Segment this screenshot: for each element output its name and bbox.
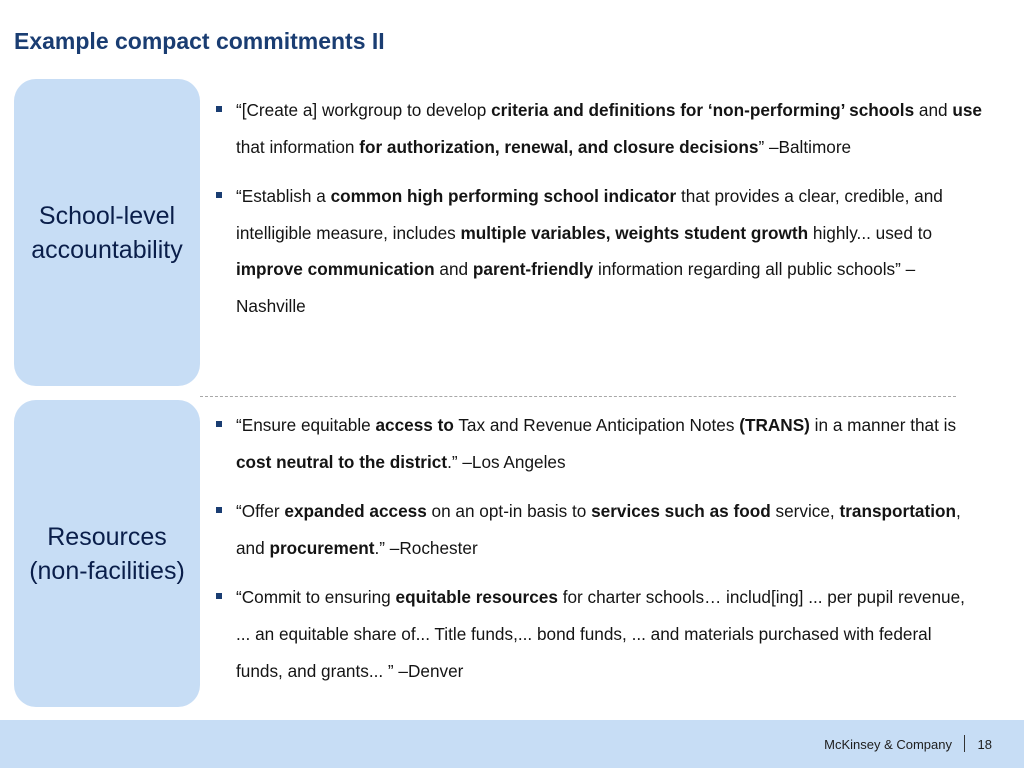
bullet-list-school-level-accountability bbox=[212, 92, 982, 338]
bullet-text bbox=[236, 415, 956, 472]
bullet-square-icon bbox=[216, 593, 222, 599]
bullet-list-resources bbox=[212, 407, 982, 702]
bullet-item bbox=[212, 92, 982, 165]
category-label-line: School-level bbox=[38, 201, 176, 230]
bullet-text-bold: multiple variables, weights student growth bbox=[460, 222, 809, 243]
bullet-text-run: and bbox=[434, 259, 473, 280]
bullet-item bbox=[212, 579, 982, 689]
bullet-item bbox=[212, 493, 982, 566]
bullet-text-run: “Establish a bbox=[236, 186, 331, 207]
category-label bbox=[29, 520, 185, 588]
bullet-text-run: “[Create a] workgroup to develop bbox=[236, 100, 492, 120]
bullet-square-icon bbox=[216, 192, 222, 198]
bullet-text bbox=[236, 587, 965, 680]
bullet-text-bold: (TRANS) bbox=[739, 415, 810, 435]
bullet-text-bold: expanded access bbox=[284, 501, 427, 522]
bullet-square-icon bbox=[216, 507, 222, 513]
page-number: 18 bbox=[977, 737, 992, 752]
bullet-text-run: that provides a clear, credible, and intelligible measure, includes bbox=[236, 186, 943, 243]
footer-separator bbox=[964, 735, 965, 752]
bullet-text-run: Tax and Revenue Anticipation Notes bbox=[453, 415, 740, 435]
category-label-line: accountability bbox=[31, 235, 183, 264]
bullet-text-run: , and bbox=[236, 501, 961, 558]
bullet-text-run: service, bbox=[770, 501, 840, 522]
bullet-text bbox=[236, 100, 982, 157]
category-box-resources bbox=[14, 400, 200, 707]
bullet-square-icon bbox=[216, 421, 222, 427]
bullet-text bbox=[236, 501, 961, 558]
bullet-item bbox=[212, 178, 982, 324]
slide-title: Example compact commitments II bbox=[14, 28, 385, 54]
bullet-text-run: “Offer bbox=[236, 501, 285, 522]
bullet-text-bold: use bbox=[952, 100, 982, 120]
bullet-text-bold: common high performing school indicator bbox=[330, 186, 677, 207]
bullet-text-run: “Commit to ensuring bbox=[236, 587, 396, 608]
footer-bar bbox=[0, 720, 1024, 768]
bullet-text-bold: procurement bbox=[269, 537, 375, 558]
category-label bbox=[31, 199, 182, 267]
bullet-text-run: on an opt-in basis to bbox=[426, 501, 592, 522]
bullet-text bbox=[236, 186, 943, 316]
category-box-school-level-accountability bbox=[14, 79, 200, 386]
category-label-line: Resources bbox=[47, 522, 167, 551]
bullet-text-run: and bbox=[914, 100, 953, 120]
bullet-text-run: highly... used to bbox=[808, 222, 933, 243]
footer-company-name: McKinsey & Company bbox=[824, 737, 952, 752]
section-divider bbox=[200, 396, 956, 397]
bullet-text-bold: for authorization, renewal, and closure decisions bbox=[359, 136, 759, 157]
bullet-text-bold: equitable resources bbox=[395, 587, 558, 608]
bullet-text-run: in a manner that is bbox=[809, 415, 957, 435]
bullet-text-bold: services such as food bbox=[591, 501, 771, 522]
bullet-text-run: that information bbox=[236, 136, 360, 157]
bullet-text-bold: criteria and definitions for ‘non-performing’ schools bbox=[491, 100, 915, 120]
category-label-line: (non-facilities) bbox=[29, 556, 185, 585]
bullet-text-bold: transportation bbox=[839, 501, 956, 522]
bullet-text-bold: parent-friendly bbox=[472, 259, 594, 280]
bullet-text-run: “Ensure equitable bbox=[236, 415, 376, 435]
bullet-text-bold: cost neutral to the district bbox=[236, 451, 448, 472]
bullet-text-bold: improve communication bbox=[236, 259, 435, 280]
bullet-text-run: information regarding all public schools” –Nashville bbox=[236, 259, 916, 316]
bullet-text-bold: access to bbox=[375, 415, 454, 435]
bullet-text-run: .” –Los Angeles bbox=[447, 451, 566, 472]
bullet-text-run: for charter schools… includ[ing] ... per pupil revenue, ... an equitable share of... Title funds,... bond funds, ... and materials purchased with federal funds, and grants... ” –Denver bbox=[236, 587, 965, 681]
bullet-text-run: .” –Rochester bbox=[374, 537, 478, 558]
bullet-square-icon bbox=[216, 106, 222, 112]
bullet-item bbox=[212, 407, 982, 480]
bullet-text-run: ” –Baltimore bbox=[758, 136, 852, 157]
